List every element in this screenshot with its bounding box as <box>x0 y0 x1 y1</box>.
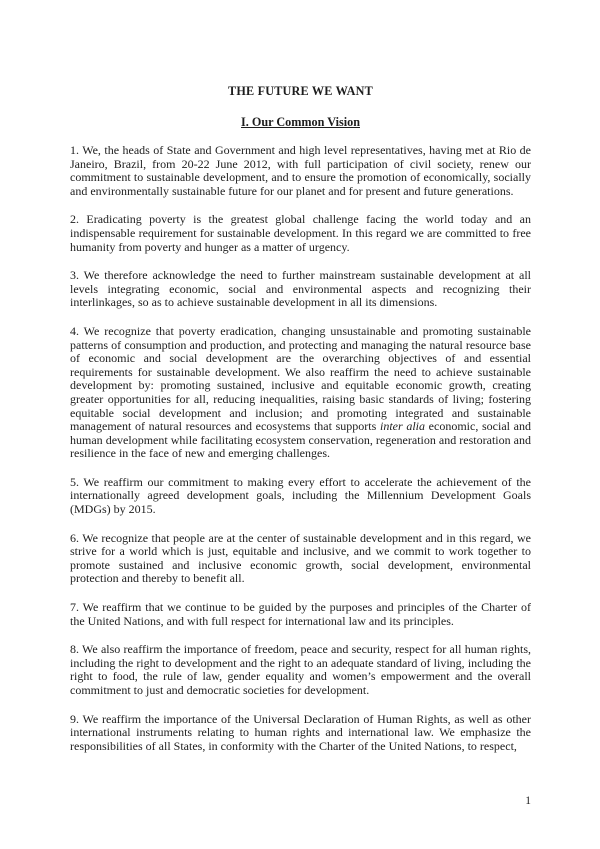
text-run: 1. We, the heads of State and Government and high level representatives, having met at Rio de Janeiro, Brazil, from 20-22 June 2012, with full participation of civil society, renew our commitment to sustainable development, and to ensure the promotion of economically, socially and environmentally sustainable future for our planet and for present and future generations. <box>70 143 531 198</box>
paragraph-5 <box>70 476 531 517</box>
text-run: 3. We therefore acknowledge the need to further mainstream sustainable development at all levels integrating economic, social and environmental aspects and recognizing their interlinkages, so as to achieve sustainable development in all its dimensions. <box>70 268 531 310</box>
paragraph-3 <box>70 269 531 310</box>
page-number: 1 <box>525 795 531 807</box>
text-run: 7. We reaffirm that we continue to be guided by the purposes and principles of the Charter of the United Nations, and with full respect for international law and its principles. <box>70 600 531 628</box>
text-run: 2. Eradicating poverty is the greatest global challenge facing the world today and an indispensable requirement for sustainable development. In this regard we are committed to free humanity from poverty and hunger as a matter of urgency. <box>70 212 531 254</box>
text-run: 6. We recognize that people are at the center of sustainable development and in this regard, we strive for a world which is just, equitable and inclusive, and we commit to work together to promote sustained and inclusive economic growth, social development, environmental protection and thereby to benefit all. <box>70 530 531 586</box>
text-run: economic, social and human development while facilitating ecosystem conservation, regeneration and restoration and resilience in the face of new and emerging challenges. <box>70 419 531 461</box>
text-run: 9. We reaffirm the importance of the Universal Declaration of Human Rights, as well as other international instruments relating to human rights and international law. We emphasize the responsibilities of all States, in conformity with the Charter of the United Nations, to respect, <box>70 711 531 753</box>
document-title: THE FUTURE WE WANT <box>227 84 374 98</box>
text-run: 4. We recognize that poverty eradication, changing unsustainable and promoting sustainable patterns of consumption and production, and protecting and managing the natural resource base of economic and social development are the overarching objectives of and essential requirements for sustainable development. We also reaffirm the need to achieve sustainable development by: promoting sustained, inclusive and equitable economic growth, creating greater opportunities for all, reducing inequalities, raising basic standards of living; fostering equitable social development and inclusion; and promoting integrated and sustainable management of natural resources and ecosystems that supports <box>70 323 531 434</box>
document-content <box>70 84 531 753</box>
paragraph-1 <box>70 144 531 198</box>
paragraph-9 <box>70 713 531 754</box>
italic-text-run: inter alia <box>379 419 425 434</box>
document-body <box>70 144 531 753</box>
text-run: 8. We also reaffirm the importance of freedom, peace and security, respect for all human rights, including the right to development and the right to an adequate standard of living, including the right to food, the rule of law, gender equality and women’s empowerment and the overall commitment to just and democratic societies for development. <box>70 642 531 697</box>
section-heading: I. Our Common Vision <box>241 115 360 129</box>
paragraph-8 <box>70 643 531 697</box>
paragraph-7 <box>70 601 531 628</box>
paragraph-2 <box>70 213 531 254</box>
paragraph-4 <box>70 325 531 461</box>
paragraph-6 <box>70 532 531 586</box>
text-run: 5. We reaffirm our commitment to making every effort to accelerate the achievement of the internationally agreed development goals, including the Millennium Development Goals (MDGs) by 2015. <box>70 474 531 517</box>
